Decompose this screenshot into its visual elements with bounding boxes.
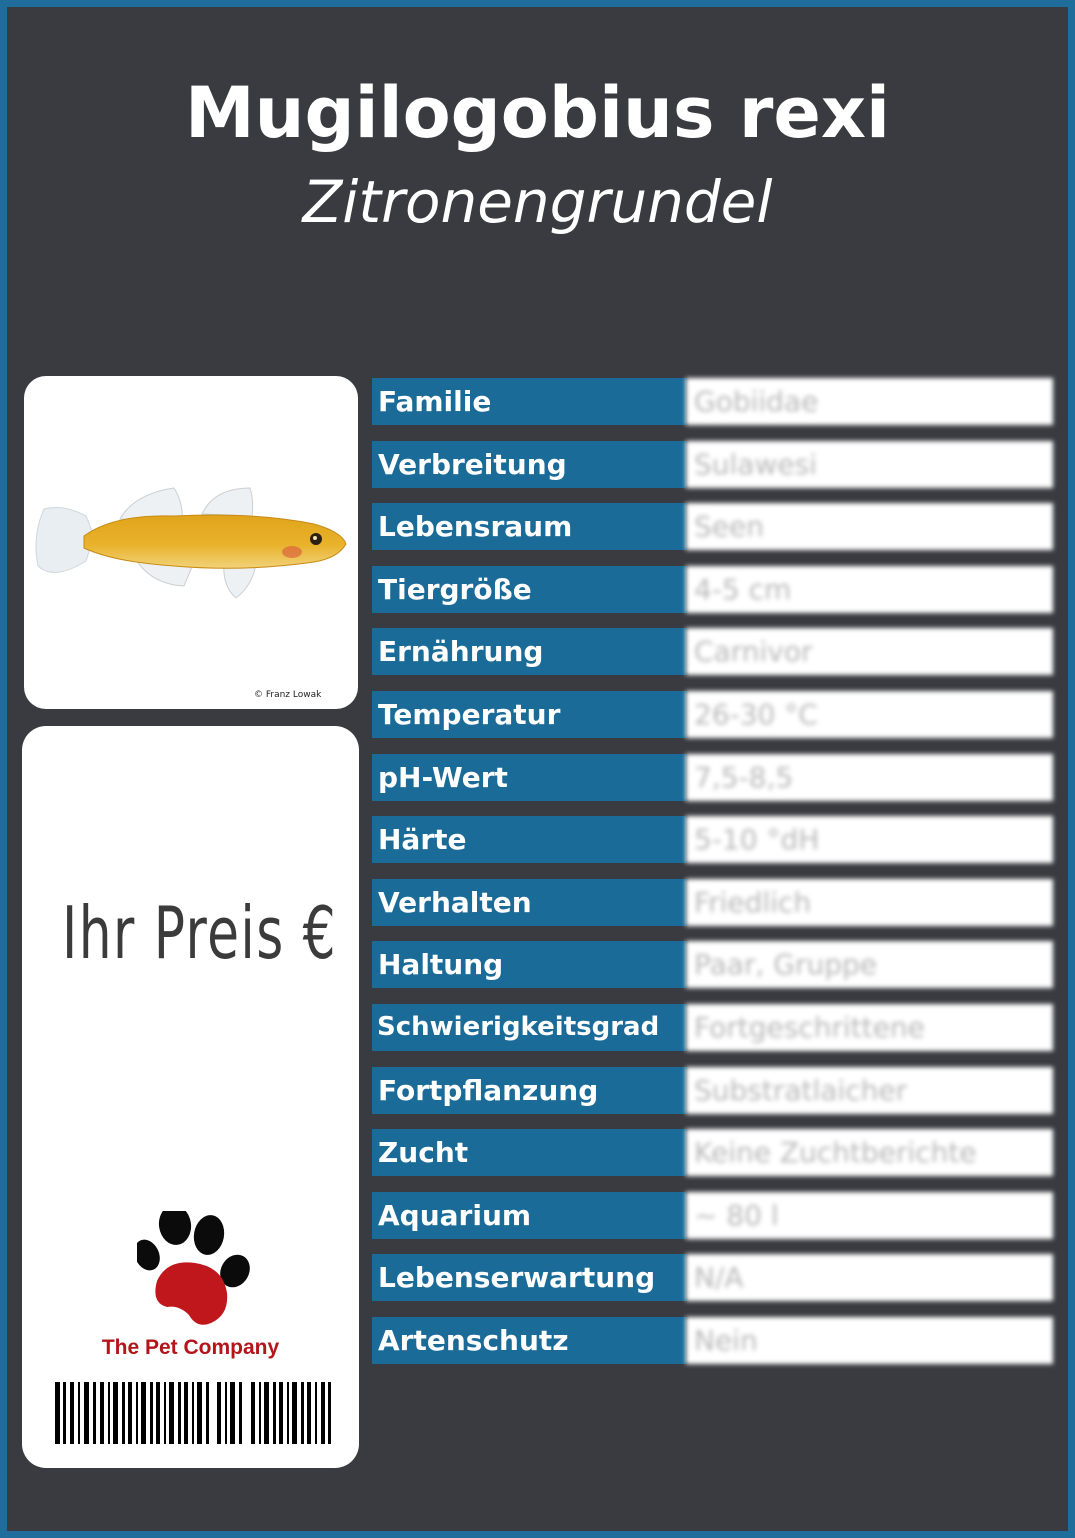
price-label: Ihr Preis € (62, 891, 338, 975)
fact-label: Aquarium (372, 1192, 686, 1239)
fact-value: Sulawesi (686, 441, 1053, 488)
fact-row (372, 1192, 1053, 1239)
fact-label: Ernährung (372, 628, 686, 675)
fact-label: Schwierigkeitsgrad (372, 1004, 686, 1051)
price-panel (22, 726, 359, 1468)
fact-value: ~ 80 l (686, 1192, 1053, 1239)
fact-label: Temperatur (372, 691, 686, 738)
fact-row (372, 628, 1053, 675)
fact-row (372, 1129, 1053, 1176)
fact-row (372, 566, 1053, 613)
fact-row (372, 816, 1053, 863)
fact-row (372, 503, 1053, 550)
fish-photo (24, 376, 358, 709)
fact-label: Haltung (372, 941, 686, 988)
fact-row (372, 754, 1053, 801)
photo-credit: © Franz Lowak (254, 690, 322, 700)
fact-row (372, 1004, 1053, 1051)
fact-value: Seen (686, 503, 1053, 550)
fact-row (372, 1254, 1053, 1301)
fact-value: Paar, Gruppe (686, 941, 1053, 988)
fact-value: Nein (686, 1317, 1053, 1364)
fish-photo-panel (24, 376, 358, 709)
species-title: Mugilogobius rexi (185, 72, 890, 154)
fact-label: Fortpflanzung (372, 1067, 686, 1114)
fact-value: 5-10 °dH (686, 816, 1053, 863)
fact-row (372, 441, 1053, 488)
fact-row (372, 1317, 1053, 1364)
fact-label: pH-Wert (372, 754, 686, 801)
fact-label: Verbreitung (372, 441, 686, 488)
fact-label: Tiergröße (372, 566, 686, 613)
fact-value: Substratlaicher (686, 1067, 1053, 1114)
fact-row (372, 378, 1053, 425)
barcode-icon (55, 1382, 331, 1444)
fact-label: Artenschutz (372, 1317, 686, 1364)
fact-value: 4-5 cm (686, 566, 1053, 613)
fact-value: 26-30 °C (686, 691, 1053, 738)
fact-value: Gobiidae (686, 378, 1053, 425)
fact-label: Lebensraum (372, 503, 686, 550)
fact-value: Keine Zuchtberichte (686, 1129, 1053, 1176)
fact-value: Fortgeschrittene (686, 1004, 1053, 1051)
fact-value: 7,5-8,5 (686, 754, 1053, 801)
fact-value: Friedlich (686, 879, 1053, 926)
fact-row (372, 1067, 1053, 1114)
fact-value: N/A (686, 1254, 1053, 1301)
fact-row (372, 941, 1053, 988)
company-name: The Pet Company (101, 1336, 280, 1359)
fact-label: Familie (372, 378, 686, 425)
fact-label: Zucht (372, 1129, 686, 1176)
fact-row (372, 691, 1053, 738)
fact-value: Carnivor (686, 628, 1053, 675)
fact-label: Verhalten (372, 879, 686, 926)
paw-icon (137, 1211, 257, 1331)
fact-row (372, 879, 1053, 926)
fact-label: Härte (372, 816, 686, 863)
fact-label: Lebenserwartung (372, 1254, 686, 1301)
common-name: Zitronengrundel (302, 168, 773, 236)
